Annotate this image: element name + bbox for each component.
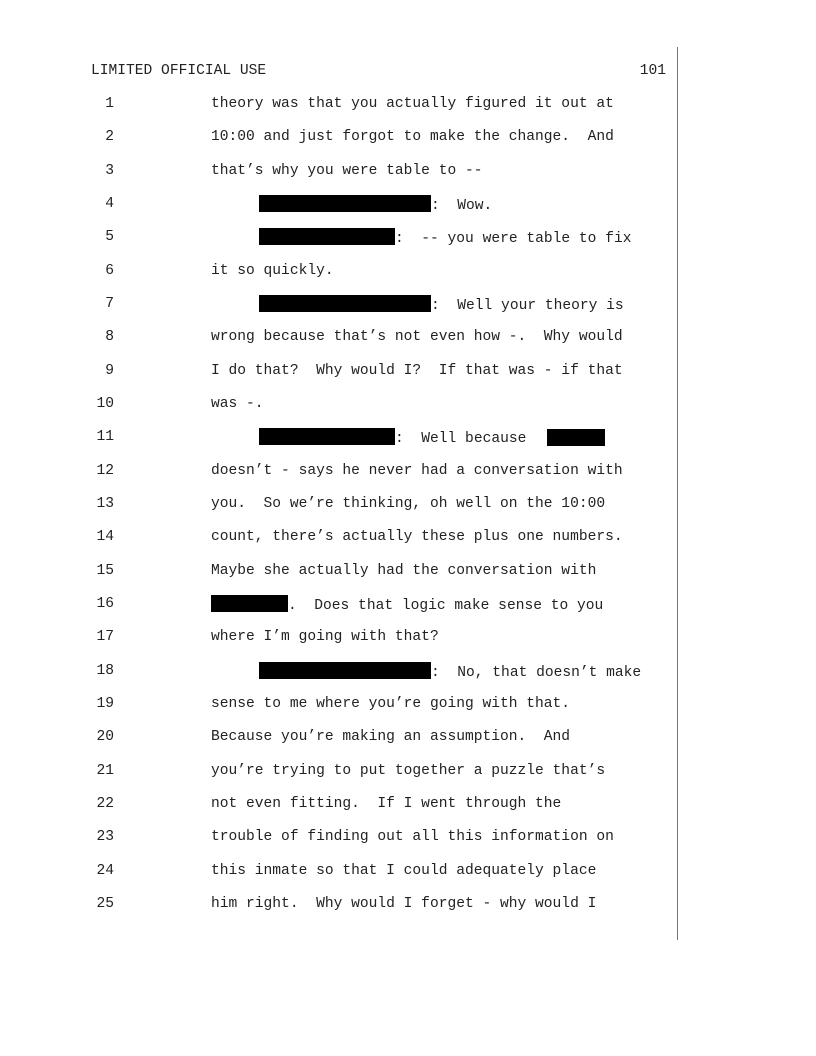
redaction-box xyxy=(259,428,395,445)
transcript-line xyxy=(0,528,816,546)
line-text: wrong because that’s not even how -. Why would xyxy=(211,329,623,345)
line-number: 19 xyxy=(96,696,114,712)
transcript-line xyxy=(0,295,816,313)
line-number: 20 xyxy=(96,729,114,745)
line-text: this inmate so that I could adequately place xyxy=(211,863,597,879)
line-text: it so quickly. xyxy=(211,263,334,279)
line-text: you. So we’re thinking, oh well on the 10:00 xyxy=(211,496,606,512)
line-text: . Does that logic make sense to you xyxy=(288,598,604,614)
line-number: 2 xyxy=(105,129,114,145)
line-number: 13 xyxy=(96,496,114,512)
transcript-line xyxy=(0,628,816,646)
transcript-line xyxy=(0,428,816,446)
line-text: trouble of finding out all this information on xyxy=(211,829,614,845)
page-number: 101 xyxy=(639,63,666,79)
line-text: theory was that you actually figured it out at xyxy=(211,96,614,112)
line-text: : Wow. xyxy=(431,198,493,214)
line-number: 6 xyxy=(105,263,114,279)
line-text: where I’m going with that? xyxy=(211,629,439,645)
transcript-line xyxy=(0,162,816,180)
line-number: 7 xyxy=(105,296,114,312)
classification-header: LIMITED OFFICIAL USE xyxy=(91,63,267,79)
transcript-line xyxy=(0,828,816,846)
line-text: you’re trying to put together a puzzle that’s xyxy=(211,763,606,779)
line-text: doesn’t - says he never had a conversation with xyxy=(211,463,623,479)
line-number: 23 xyxy=(96,829,114,845)
line-number: 11 xyxy=(96,429,114,445)
line-number: 8 xyxy=(105,329,114,345)
line-number: 10 xyxy=(96,396,114,412)
redaction-box xyxy=(211,595,288,612)
redaction-box xyxy=(259,295,431,312)
transcript-line xyxy=(0,362,816,380)
line-text: was -. xyxy=(211,396,264,412)
transcript-line xyxy=(0,195,816,213)
line-text: : Well because xyxy=(395,431,527,447)
transcript-line xyxy=(0,395,816,413)
transcript-line xyxy=(0,262,816,280)
line-number: 22 xyxy=(96,796,114,812)
line-number: 21 xyxy=(96,763,114,779)
transcript-line xyxy=(0,228,816,246)
line-text: Because you’re making an assumption. And xyxy=(211,729,571,745)
transcript-line xyxy=(0,728,816,746)
transcript-line xyxy=(0,895,816,913)
line-number: 18 xyxy=(96,663,114,679)
line-number: 16 xyxy=(96,596,114,612)
transcript-line xyxy=(0,128,816,146)
line-number: 15 xyxy=(96,563,114,579)
line-text: him right. Why would I forget - why would I xyxy=(211,896,597,912)
redaction-box xyxy=(259,662,431,679)
line-text: : No, that doesn’t make xyxy=(431,665,642,681)
line-text: : Well your theory is xyxy=(431,298,624,314)
redaction-box xyxy=(547,429,605,446)
line-text: that’s why you were table to -- xyxy=(211,163,483,179)
line-text: count, there’s actually these plus one numbers. xyxy=(211,529,623,545)
line-number: 12 xyxy=(96,463,114,479)
line-text: not even fitting. If I went through the xyxy=(211,796,562,812)
transcript-line xyxy=(0,795,816,813)
redaction-box xyxy=(259,195,431,212)
transcript-line xyxy=(0,862,816,880)
line-number: 4 xyxy=(105,196,114,212)
transcript-line xyxy=(0,595,816,613)
line-number: 5 xyxy=(105,229,114,245)
line-text: 10:00 and just forgot to make the change. And xyxy=(211,129,614,145)
transcript-line xyxy=(0,462,816,480)
transcript-line xyxy=(0,495,816,513)
line-number: 25 xyxy=(96,896,114,912)
line-number: 24 xyxy=(96,863,114,879)
line-text: : -- you were table to fix xyxy=(395,231,632,247)
redaction-box xyxy=(259,228,395,245)
line-number: 9 xyxy=(105,363,114,379)
line-number: 1 xyxy=(105,96,114,112)
transcript-line xyxy=(0,562,816,580)
line-text: I do that? Why would I? If that was - if that xyxy=(211,363,623,379)
transcript-line xyxy=(0,95,816,113)
transcript-line xyxy=(0,328,816,346)
transcript-line xyxy=(0,662,816,680)
transcript-line xyxy=(0,695,816,713)
line-number: 3 xyxy=(105,163,114,179)
line-number: 14 xyxy=(96,529,114,545)
line-text: Maybe she actually had the conversation with xyxy=(211,563,597,579)
transcript-line xyxy=(0,762,816,780)
line-text: sense to me where you’re going with that. xyxy=(211,696,571,712)
line-number: 17 xyxy=(96,629,114,645)
